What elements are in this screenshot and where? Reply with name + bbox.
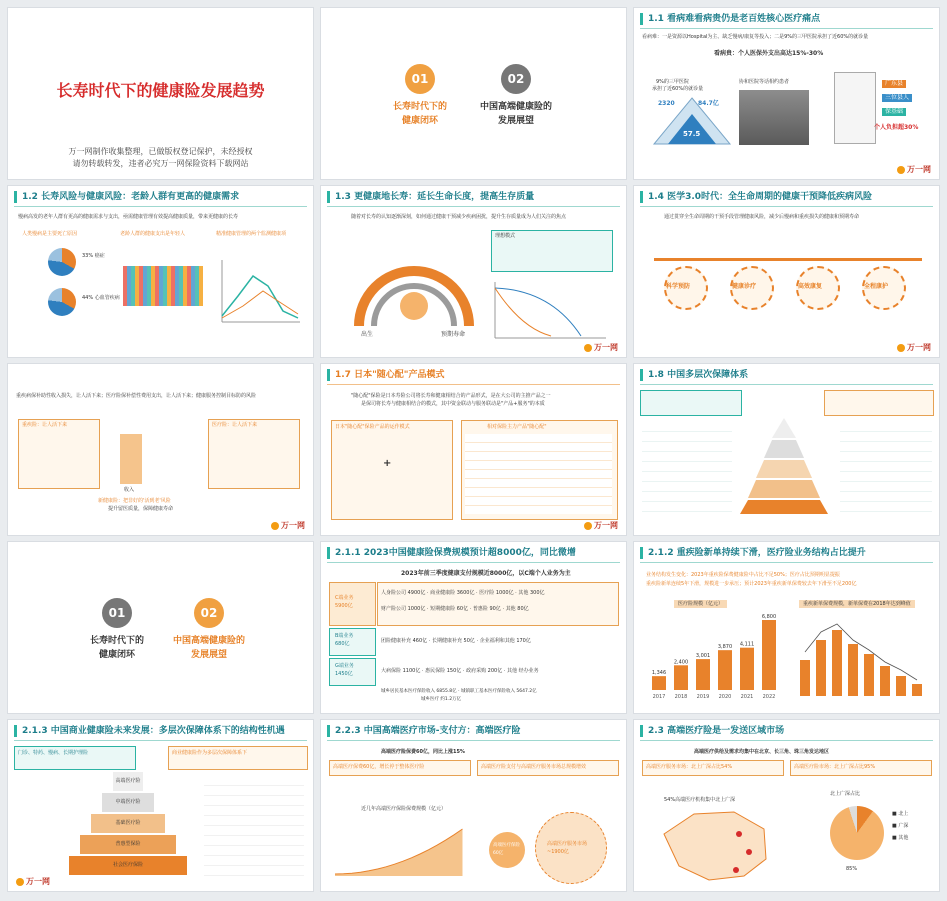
pie-legend-3: ■ 其他 bbox=[892, 835, 909, 841]
slide-title: 1.4 医学3.0时代：全生命周期的健康干预降低疾病风险 bbox=[648, 192, 873, 202]
insurance-bubble-label: 高端医疗保险 60亿 bbox=[493, 843, 520, 856]
income-label: 收入 bbox=[124, 487, 135, 493]
year-label-5: 2022 bbox=[762, 694, 776, 700]
slide-thumbnail-7[interactable] bbox=[8, 364, 313, 535]
arc-label-birth: 出生 bbox=[361, 331, 374, 338]
bar-4 bbox=[740, 648, 754, 690]
medical-box bbox=[208, 419, 300, 489]
agenda-label-2: 中国高端健康险的 发展展望 bbox=[172, 636, 245, 660]
pie-caption: 北上广深占比 bbox=[830, 791, 861, 797]
product-table-title: 相对保险主力产品"随心配" bbox=[487, 424, 547, 430]
point-1: 业务结构发生变化：2023年重疾险保费健康险中占比不足50%；医疗占比预期明显提振 bbox=[646, 572, 840, 578]
slide-subtitle: 随着对长寿的认知逐渐深刻，如何通过健康干预减少疾病困扰，提升生存质量成为人们关注的焦点 bbox=[351, 214, 567, 220]
slide-thumbnail-2[interactable] bbox=[321, 8, 626, 179]
income-bar bbox=[120, 434, 142, 484]
chart-title-right: 重疾新单保费规模，新单保费在2018年达到峰值 bbox=[799, 600, 915, 608]
bar-label-0: 1,346 bbox=[651, 670, 667, 677]
medical-premium-chart bbox=[646, 610, 786, 702]
pyramid-layer-3: 普惠型保险 bbox=[80, 835, 176, 854]
stage-label-3: 高效康复 bbox=[798, 283, 823, 290]
heading-right: 高端医疗险支付与高端医疗服务市场总规模增效 bbox=[481, 764, 587, 770]
slide-thumbnail-5[interactable] bbox=[321, 186, 626, 357]
slide-thumbnail-15[interactable] bbox=[634, 720, 939, 891]
stat-value-1: 2320 bbox=[658, 100, 675, 107]
burden-tag-4: 个人负担超30% bbox=[874, 124, 919, 131]
agenda-number-1: 01 bbox=[102, 598, 132, 628]
slide-title: 1.1 看病难看病贵仍是老百姓核心医疗痛点 bbox=[648, 14, 821, 24]
b-end-label: B端业务 680亿 bbox=[335, 633, 354, 647]
bill-image bbox=[834, 72, 876, 144]
pie-legend-1: ■ 北上 bbox=[892, 811, 909, 817]
agenda-number-2: 02 bbox=[194, 598, 224, 628]
title-divider bbox=[640, 740, 933, 741]
title-accent bbox=[327, 369, 330, 381]
stat-caption-2: 承担了近60%的就诊量 bbox=[652, 86, 704, 92]
pain-line-1: 看病难：一是资源以Hospital为主、缺乏慢病/康复等投入；二是9%的三甲医院承担了近60%的就诊量 bbox=[642, 34, 869, 40]
agenda-label-1: 长寿时代下的 健康闭环 bbox=[89, 636, 144, 660]
brand-logo: 万一网 bbox=[16, 876, 50, 887]
brand-logo: 万一网 bbox=[271, 520, 305, 531]
model-box bbox=[331, 420, 453, 520]
critical-illness-label: 重疾险：让人活下来 bbox=[22, 422, 68, 428]
slide-thumbnail-9[interactable] bbox=[634, 364, 939, 535]
slide-subtitle: 通过贯穿全生命周期的干预手段管理健康风险，减少后慢病和重疾损失的健康和预期寿命 bbox=[664, 214, 860, 220]
cover-note-1: 万一网制作收集整理，已做版权登记保护，未经授权 bbox=[68, 147, 253, 156]
year-label-0: 2017 bbox=[652, 694, 666, 700]
slide-subtitle: 高端医疗供给及需求均集中在北京、长三角、珠三角发达地区 bbox=[694, 749, 830, 755]
slide-subtitle-2: 是保司将长寿与健康相结合的模式，其中资金联动与服务联动是"产品+服务"的本质 bbox=[361, 401, 545, 407]
point-2: 重疾险新单连续5年下滑，规模进一步承压；预计2023年重疾新单保费较去年下滑至不足200亿 bbox=[646, 581, 857, 587]
callout-left-text: 门诊、特药、慢病、长期护理险 bbox=[18, 750, 89, 756]
title-divider bbox=[640, 384, 933, 385]
brand-logo: 万一网 bbox=[897, 342, 931, 353]
left-notes bbox=[642, 422, 732, 512]
title-divider bbox=[640, 562, 933, 563]
pyramid-layer-1: 中端医疗险 bbox=[102, 793, 154, 812]
title-divider bbox=[14, 740, 307, 741]
slide-title: 1.3 更健康地长寿：延长生命长度，提高生存质量 bbox=[335, 192, 535, 202]
stat-value-2: 84.7亿 bbox=[698, 100, 719, 107]
bar-label-3: 3,870 bbox=[717, 644, 733, 651]
insight-label: 理想模式 bbox=[495, 233, 516, 239]
agenda-label-1: 长寿时代下的 健康闭环 bbox=[392, 102, 447, 126]
title-accent bbox=[327, 191, 330, 203]
title-accent bbox=[14, 725, 17, 737]
area-fill bbox=[335, 829, 463, 876]
agenda-number-2: 02 bbox=[501, 64, 531, 94]
slide-title: 1.8 中国多层次保障体系 bbox=[648, 370, 749, 380]
burden-tag-3: 保基础 bbox=[882, 108, 906, 116]
critical-illness-box bbox=[18, 419, 100, 489]
service-bubble-label: 高端医疗服务市场 ~1900亿 bbox=[547, 841, 588, 855]
title-accent bbox=[640, 13, 643, 25]
bar-5 bbox=[762, 620, 776, 690]
slide-thumbnail-13[interactable] bbox=[8, 720, 313, 891]
slide-thumbnail-10[interactable] bbox=[8, 542, 313, 713]
footer-row-2: 城乡医疗 约1.2万亿 bbox=[421, 697, 462, 702]
slide-thumbnail-1[interactable] bbox=[8, 8, 313, 179]
heading-left: 高端医疗保费60亿，增长停于整体医疗险 bbox=[333, 764, 425, 770]
pie-legend-2: ■ 广深 bbox=[892, 823, 909, 829]
plus-sign: + bbox=[383, 458, 392, 469]
title-accent bbox=[640, 191, 643, 203]
slide-thumbnail-11[interactable] bbox=[321, 542, 626, 713]
heading-right: 高端医疗险市场：北上广深占比95% bbox=[794, 764, 876, 770]
c-end-label: C端业务 5900亿 bbox=[335, 595, 354, 609]
slide-subtitle: 高端医疗险保费60亿，同比上涨15% bbox=[381, 749, 465, 755]
title-divider bbox=[327, 384, 620, 385]
title-accent bbox=[14, 191, 17, 203]
quality-curve bbox=[491, 278, 611, 343]
high-end-premium-chart bbox=[331, 814, 471, 880]
callout-left bbox=[640, 390, 742, 416]
medical-label: 医疗险：让人活下来 bbox=[212, 422, 258, 428]
agenda-number-1: 01 bbox=[405, 64, 435, 94]
china-map bbox=[654, 804, 774, 884]
pyramid-notes bbox=[204, 776, 304, 876]
title-accent bbox=[327, 725, 330, 737]
donut-label-2: 44% 心血管疾病 bbox=[82, 295, 120, 301]
bar-label-4: 4,111 bbox=[739, 641, 755, 648]
title-divider bbox=[327, 740, 620, 741]
slide-subtitle: 重疾病保补助性收入损失，让人活下来；医疗险保补偿性费用支出，让人活下来；健康服务控制目标防的风险 bbox=[16, 393, 257, 399]
slide-title: 1.7 日本"随心配"产品模式 bbox=[335, 370, 445, 380]
stage-label-1: 科学预防 bbox=[666, 283, 691, 290]
title-divider bbox=[640, 206, 933, 207]
g-end-row: 大病保险 1100亿 · 惠民保险 150亿 · 政府采购 200亿 · 其他 经办业务 bbox=[381, 668, 539, 674]
critical-new-premium-chart bbox=[794, 610, 934, 702]
protection-pyramid bbox=[734, 416, 834, 516]
bar-label-2: 3,001 bbox=[695, 653, 711, 660]
right-notes bbox=[840, 422, 932, 512]
chart-title-left: 医疗险规模（亿元） bbox=[674, 600, 727, 608]
g-end-label: G端业务 1450亿 bbox=[335, 663, 354, 677]
chart-caption: 近几年高端医疗保险保费规模（亿元） bbox=[361, 806, 447, 812]
year-label-4: 2021 bbox=[740, 694, 754, 700]
slide-subtitle: 慢病高发的老年人群有更高的健康需求与支出，亟需健康管理有效提高健康质量，带来更健康的长寿 bbox=[18, 214, 239, 220]
market-pyramid bbox=[68, 772, 188, 882]
slide-title: 2.1.3 中国商业健康险未来发展：多层次保障体系下的结构性机遇 bbox=[22, 726, 285, 736]
panel-heading-1: 人类慢病是主要死亡原因 bbox=[22, 231, 78, 237]
bar-label-1: 2,400 bbox=[673, 659, 689, 666]
bar-3 bbox=[718, 650, 732, 690]
callout-right bbox=[824, 390, 934, 416]
title-accent bbox=[640, 725, 643, 737]
year-label-3: 2020 bbox=[718, 694, 732, 700]
arc-label-life: 预期寿命 bbox=[441, 331, 466, 338]
pain-line-2: 看病贵：个人医保外支出高达15%-30% bbox=[714, 50, 824, 57]
agenda-label-2: 中国高端健康险的 发展展望 bbox=[479, 102, 552, 126]
pyramid-layer-2: 基础医疗险 bbox=[91, 814, 165, 833]
slide-title: 1.2 长寿风险与健康风险：老龄人群有更高的健康需求 bbox=[22, 192, 240, 202]
brand-logo: 万一网 bbox=[897, 164, 931, 175]
c-end-row-2: 财产险公司 1000亿 · 短期健康险 60亿 · 普惠险 90亿 · 其他 80亿 bbox=[381, 606, 529, 612]
c-end-row-1: 人身险公司 4900亿 · 商业健康险 3600亿 · 医疗险 1000亿 · 其他 300亿 bbox=[381, 590, 545, 596]
disease-donut-1 bbox=[48, 248, 76, 276]
slide-thumbnail-6[interactable] bbox=[634, 186, 939, 357]
pie-value: 85% bbox=[846, 866, 858, 872]
bar-2 bbox=[696, 659, 710, 690]
region-pie bbox=[830, 806, 884, 860]
cover-title: 长寿时代下的健康险发展趋势 bbox=[56, 81, 265, 100]
slide-title: 2.1.1 2023中国健康险保费规模预计超8000亿，同比微增 bbox=[335, 548, 576, 558]
slide-subtitle: 2023年前三季度健康支付规模近8000亿，以C端个人业务为主 bbox=[401, 570, 571, 577]
cover-note-2: 请勿转载转发，违者必究万一网保险资料下载网站 bbox=[72, 159, 249, 168]
bar-1 bbox=[674, 665, 688, 690]
product-table-rows bbox=[465, 434, 612, 514]
stat-caption-1: 9%的三甲医院 bbox=[656, 79, 689, 85]
bar-0 bbox=[652, 676, 666, 690]
burden-tag-2: 三位县人 bbox=[882, 94, 912, 102]
callout-right-text: 商业健康险作为多层次保障体系下 bbox=[172, 750, 248, 756]
brand-logo: 万一网 bbox=[584, 342, 618, 353]
disease-donut-2 bbox=[48, 288, 76, 316]
title-divider bbox=[327, 562, 620, 563]
lifespan-arc bbox=[349, 226, 479, 336]
model-box-title: 日本"随心配"保险产品的运作模式 bbox=[335, 424, 410, 430]
pyramid-layer-0: 高端医疗险 bbox=[113, 772, 143, 791]
new-health-sub: 提升留医质量，保障健康寿命 bbox=[108, 506, 174, 512]
pyramid-layer-4: 社会医疗保险 bbox=[69, 856, 187, 875]
panel-heading-3: 精准健康管理的两个监测健康项 bbox=[216, 231, 287, 237]
year-label-1: 2018 bbox=[674, 694, 688, 700]
donut-label-1: 33% 癌症 bbox=[82, 253, 105, 259]
photo-caption: 协和医院等话相约患者 bbox=[739, 79, 790, 85]
title-accent bbox=[640, 369, 643, 381]
bar-label-5: 6,800 bbox=[761, 614, 777, 620]
hospital-crowd-photo bbox=[739, 90, 809, 145]
title-accent bbox=[640, 547, 643, 559]
slide-thumbnail-8[interactable] bbox=[321, 364, 626, 535]
map-caption: 54%高端医疗机构集中北上广深 bbox=[664, 797, 736, 803]
slide-title: 2.2.3 中国高端医疗市场-支付方：高端医疗险 bbox=[335, 726, 521, 736]
timeline-bar bbox=[654, 258, 922, 261]
new-health-label: 新健康险：把非好的'活到老'风险 bbox=[98, 498, 171, 504]
slide-title: 2.1.2 重疾险新单持续下滑，医疗险业务结构占比提升 bbox=[648, 548, 866, 558]
b-end-row: 团险健康补充 460亿 · 长期健康补充 50亿 · 企业福利和其他 170亿 bbox=[381, 638, 531, 644]
stage-label-4: 全程康护 bbox=[864, 283, 889, 290]
title-accent bbox=[327, 547, 330, 559]
title-divider bbox=[14, 206, 307, 207]
year-label-2: 2019 bbox=[696, 694, 710, 700]
title-divider bbox=[327, 206, 620, 207]
slide-subtitle-1: "随心配"保险是日本寿险公司将长寿和健康相结合的产品形式，是在大公司的主推产品之一 bbox=[351, 393, 551, 399]
monitoring-chart bbox=[218, 256, 303, 326]
slide-thumbnail-4[interactable] bbox=[8, 186, 313, 357]
slide-thumbnail-3[interactable] bbox=[634, 8, 939, 179]
stage-label-2: 健康诊疗 bbox=[732, 283, 757, 290]
slide-title: 2.3 高端医疗险是一发送区域市场 bbox=[648, 726, 785, 736]
stat-value-3: 57.5 bbox=[683, 130, 701, 138]
slide-thumbnail-14[interactable] bbox=[321, 720, 626, 891]
expense-heatmap bbox=[123, 266, 203, 306]
panel-heading-2: 老龄人群的健康支出是年轻人 bbox=[120, 231, 186, 237]
burden-tag-1: 广东县 bbox=[882, 80, 906, 88]
heading-left: 高端医疗服务市场：北上广深占比54% bbox=[646, 764, 733, 770]
brand-logo: 万一网 bbox=[584, 520, 618, 531]
title-divider bbox=[640, 28, 933, 29]
footer-row-1: 城乡居民基本医疗保险收入 6855.8亿 · 城镇职工基本医疗保险收入 5647.2亿 bbox=[381, 689, 537, 694]
slide-thumbnail-12[interactable] bbox=[634, 542, 939, 713]
